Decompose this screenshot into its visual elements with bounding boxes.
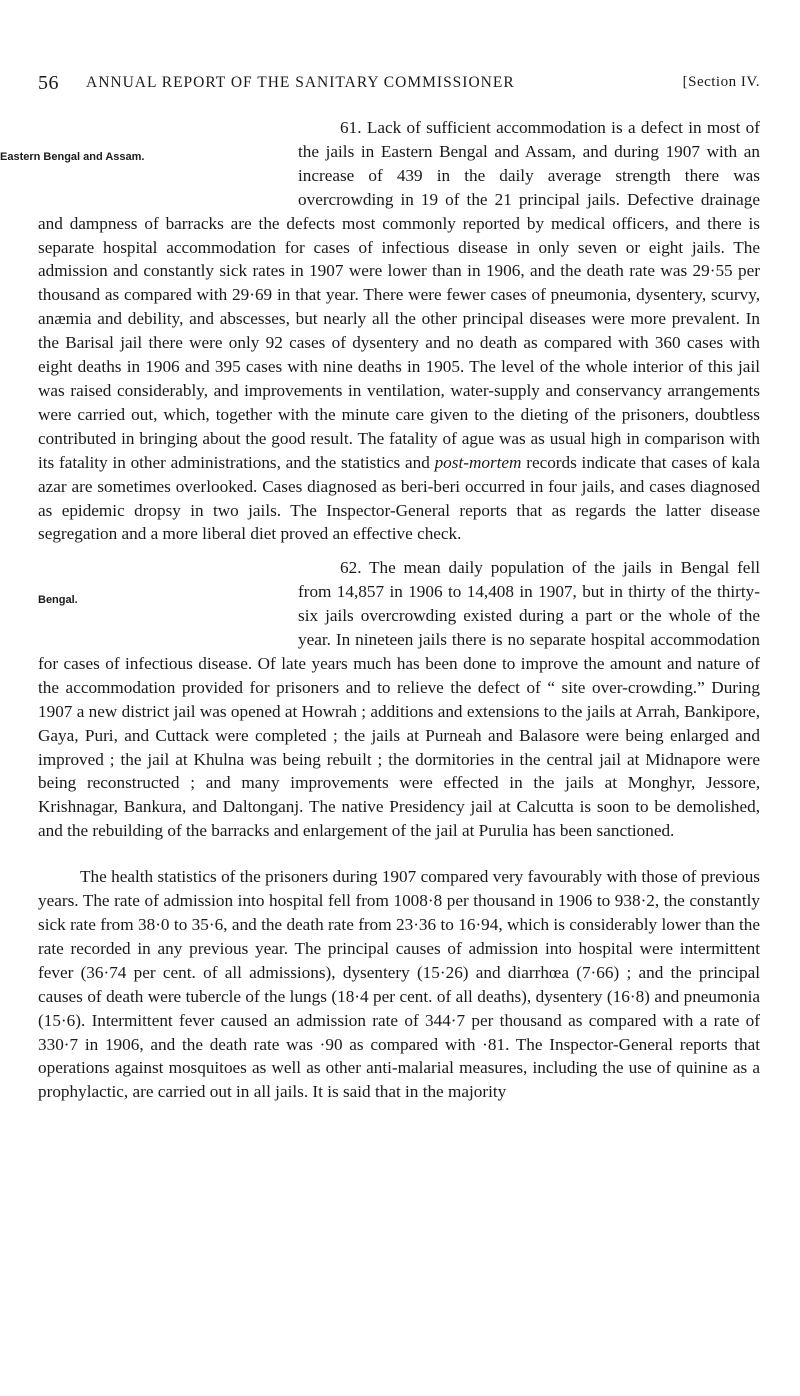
paragraph-62-lead: 62. The mean daily population of the jails in Bengal fell from 14,857 in 1906 to 14,408 in 1907, but in thirty of the thirty-six jails overcrowding existed during a part or the whole of [298, 558, 760, 626]
page-number: 56 [38, 72, 59, 94]
paragraph-health-statistics: The health statistics of the prisoners during 1907 compared very favourably with those of previous years. The rate of admission into hospital fell from 1008·8 per thousand in 1906 to 938·2, the constantly sick rate from 38·0 to 35·6, and the death rate from 23·36 to 16·94, which is considerably lower than the rate recorded in any previous year. The principal causes of admission into hospital were intermittent fever (36·74 per cent. of all admissions), dysentery (15·26) and diarrhœa (7·66) ; and the principal causes of death were tubercle of the lungs (18·4 per cent. of all deaths), dysentery (16·8) and pneumonia (15·6). Intermittent fever caused an admission rate of 344·7 per thousand as compared with a rate of 330·7 in 1906, and the death rate was ·90 as compared with ·81. The Inspector-General reports that operations against mosquitoes as well as other anti-malarial measures, including the use of quinine as a prophylactic, are carried out in all jails. It is said that in the majority [38, 867, 760, 1102]
sidenote-eastern-bengal: Eastern Bengal and Assam. [0, 151, 145, 163]
paragraph-61-text-a: was overcrowding in 19 of the 21 principal jails. Defective drainage and dampness of barracks are the defects most commonly reported by medical officers, and there is separate hospital accommodation for cases of infectious disease in only seven or eight jails. The admission and constantly sick rates in 1907 were lower than in 1906, and the death rate was 29·55 per thousand as compared with 29·69 in that year. There were fewer cases of pneumonia, dysentery, scurvy, anæmia and debility, and abscesses, but nearly all the other principal diseases were more prevalent. In the Barisal jail there were only 92 cases of dysentery and no death as compared with 360 cases with eight deaths in 1906 and 395 cases with nine deaths in 1905. The level of the whole interior of this jail was raised considerably, and improvements in ventilation, water-supply and conservancy arrangements were carried out, which, together with the minute care given to the dieting of the prisoners, doubtless contributed in bringing about the good result. The fatality of ague was as usual high in comparison with its fatality in other administrations, and the statistics and [38, 165, 760, 472]
running-title: ANNUAL REPORT OF THE SANITARY COMMISSIONER [86, 74, 515, 91]
paragraph-62-text: the year. In nineteen jails there is no separate hospital accommodation for cases of infectious disease. Of late years much has been done to improve the amount and nature of the accommodation provided for prisoners and to relieve the defect of “ site over-crowding.” During 1907 a new district jail was opened at Howrah ; additions and extensions to the jails at Arrah, Bankipore, Gaya, Puri, and Cuttack were completed ; the jails at Purneah and Balasore were being enlarged and improved ; the jail at Khulna was being rebuilt ; the dormitories in the central jail at Midnapore were being reconstructed ; and many improvements were effected in the jails at Monghyr, Jessore, Krishnagar, Bankura, and Daltonganj. The native Presidency jail at Calcutta is soon to be demolished, and the rebuilding of the barracks and enlargement of the jail at Purulia has been sanctioned. [38, 606, 760, 841]
paragraph-62 [38, 556, 760, 843]
paragraph-61-lead: 61. Lack of sufficient accommodation is a defect in most of the jails in Eastern Bengal and Assam, and during 1907 with an increase of 439 in the daily average strength there [298, 118, 760, 185]
paragraph-61-text-b: records indicate that cases of kala azar are sometimes overlooked. Cases diagnosed as beri-beri occurred in four jails, and cases diagnosed as epidemic dropsy in two jails. The Inspector-General reports that as regards the latter disease segregation and a more liberal diet proved an effective check. [38, 452, 760, 544]
sidenote-bengal: Bengal. [38, 594, 78, 607]
paragraph-61 [0, 116, 760, 546]
paragraph-61-italic: post-mortem [434, 452, 522, 472]
section-label: [Section IV. [682, 74, 760, 90]
report-body [0, 116, 760, 1104]
running-header [38, 72, 760, 98]
